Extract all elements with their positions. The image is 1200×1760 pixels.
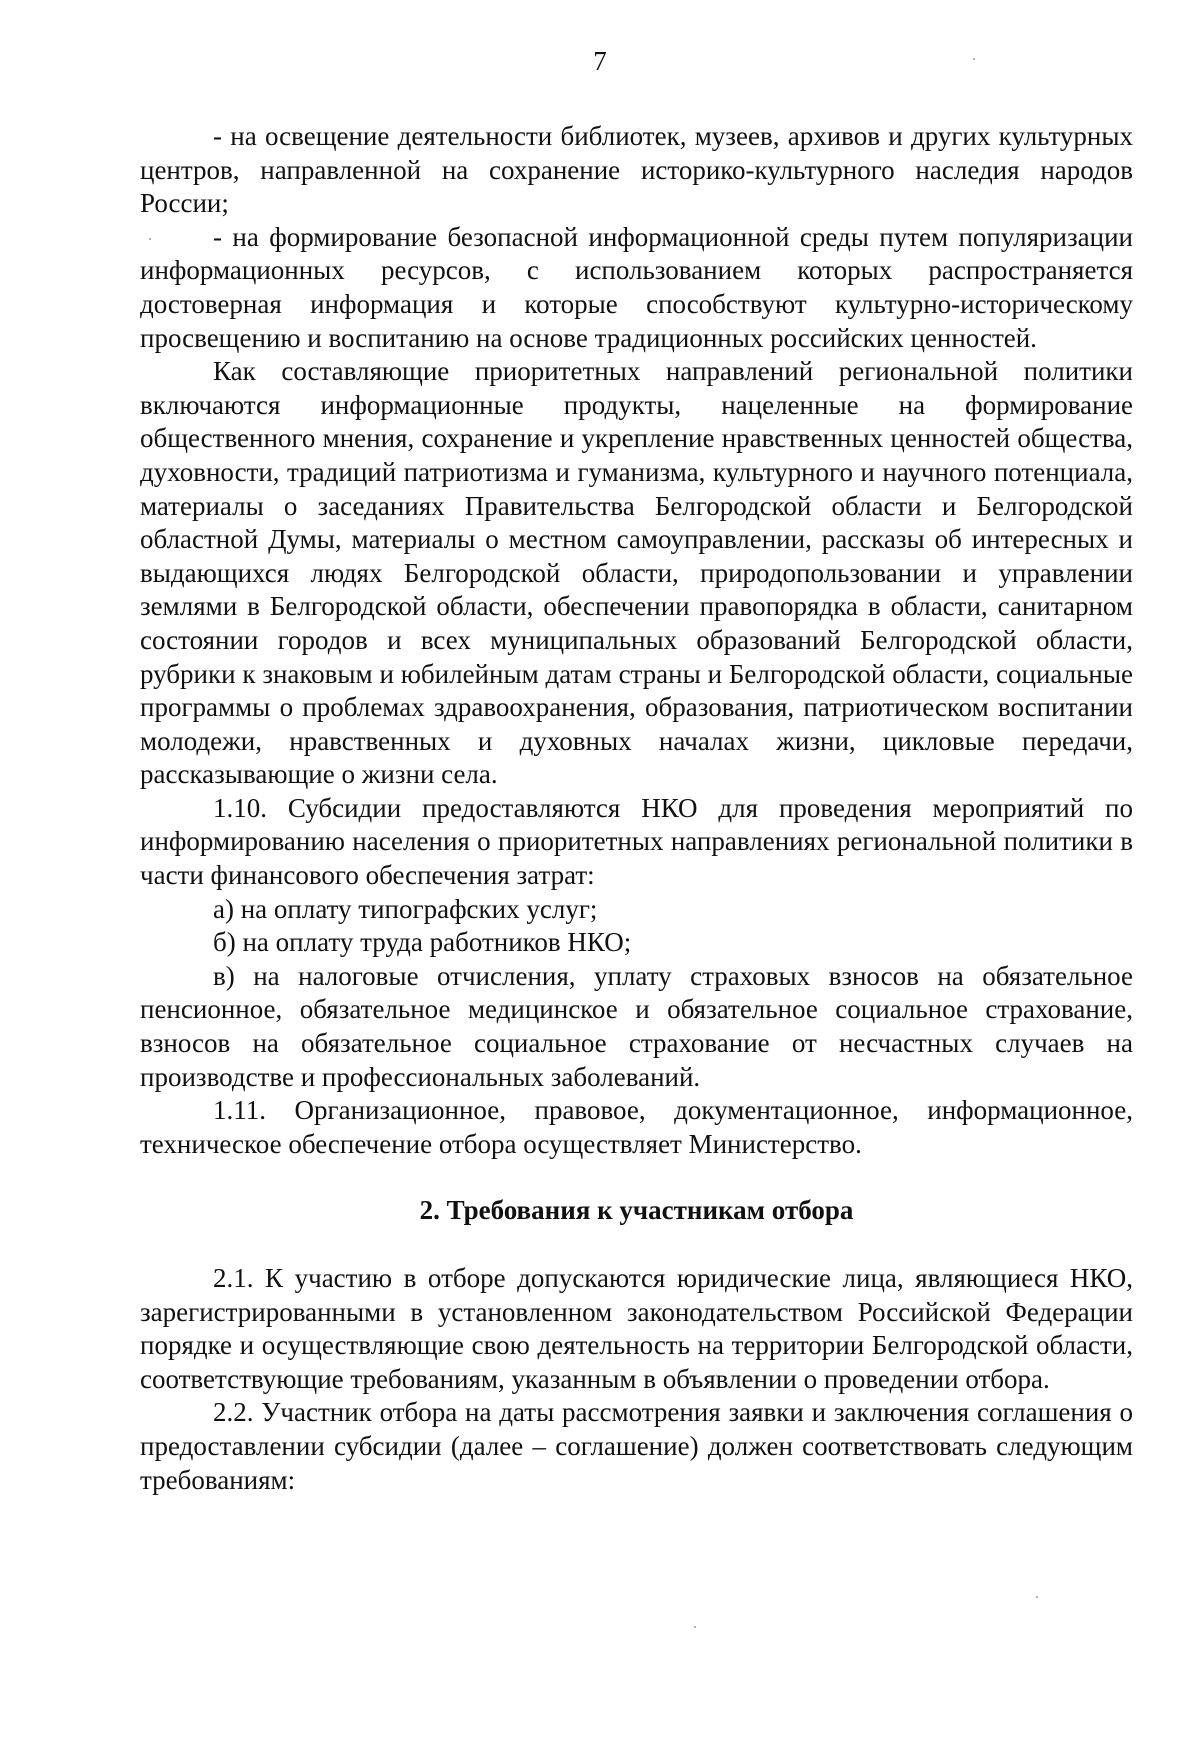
paragraph-information-environment: - на формирование безопасной информационной среды путем популяризации информационных ресурсов, с использованием которых распространяется достоверная информация и которые способствуют культурно-историческому просвещению и воспитанию на основе традиционных российских ценностей. bbox=[140, 221, 1133, 353]
paragraph-cultural-heritage: - на освещение деятельности библиотек, музеев, архивов и других культурных центров, направленной на сохранение историко-культурного наследия народов России; bbox=[140, 121, 1133, 219]
scan-speck bbox=[1036, 1596, 1038, 1598]
page-number: 7 bbox=[593, 46, 607, 76]
scan-speck bbox=[694, 1626, 696, 1628]
paragraph-1-10-a: а) на оплату типографских услуг; bbox=[213, 893, 598, 924]
paragraph-1-10-b: б) на оплату труда работников НКО; bbox=[213, 927, 632, 958]
section-heading: 2. Требования к участникам отбора bbox=[419, 1195, 854, 1226]
paragraph-1-11: 1.11. Организационное, правовое, документационное, информационное, техническое обеспечение отбора осуществляет Министерство. bbox=[140, 1095, 1133, 1159]
scan-speck bbox=[149, 238, 151, 240]
scan-speck bbox=[973, 58, 975, 60]
paragraph-1-10: 1.10. Субсидии предоставляются НКО для проведения мероприятий по информированию населения о приоритетных направлениях региональной политики в части финансового обеспечения затрат: bbox=[140, 792, 1133, 891]
document-body bbox=[140, 120, 1133, 1497]
paragraph-1-10-v: в) на налоговые отчисления, уплату страховых взносов на обязательное пенсионное, обязательное медицинское и обязательное социальное страхование, взносов на обязательное социальное страхование от несчастных случаев на производстве и профессиональных заболеваний. bbox=[140, 960, 1133, 1092]
paragraph-2-1: 2.1. К участию в отборе допускаются юридические лица, являющиеся НКО, зарегистрированными в установленном законодательством Российской Федерации порядке и осуществляющие свою деятельность на территории Белгородской области, соответствующие требованиям, указанным в объявлении о проведении отбора. bbox=[140, 1263, 1133, 1394]
paragraph-2-2: 2.2. Участник отбора на даты рассмотрения заявки и заключения соглашения о предоставлении субсидии (далее – соглашение) должен соответствовать следующим требованиям: bbox=[140, 1397, 1133, 1495]
paragraph-regional-policy: Как составляющие приоритетных направлений региональной политики включаются информационные продукты, нацеленные на формирование общественного мнения, сохранение и укрепление нравственных ценностей общества, духовности, традиций патриотизма и гуманизма, культурного и научного потенциала, материалы о заседаниях Правительства Белгородской области и Белгородской областной Думы, материалы о местном самоуправлении, рассказы об интересных и выдающихся людях Белгородской области, природопользовании и управлении землями в Белгородской области, обеспечении правопорядка в области, санитарном состоянии городов и всех муниципальных образований Белгородской области, рубрики к знаковым и юбилейным датам страны и Белгородской области, социальные программы о проблемах здравоохранения, образования, патриотическом воспитании молодежи, нравственных и духовных началах жизни, цикловые передачи, рассказывающие о жизни села. bbox=[140, 356, 1133, 790]
